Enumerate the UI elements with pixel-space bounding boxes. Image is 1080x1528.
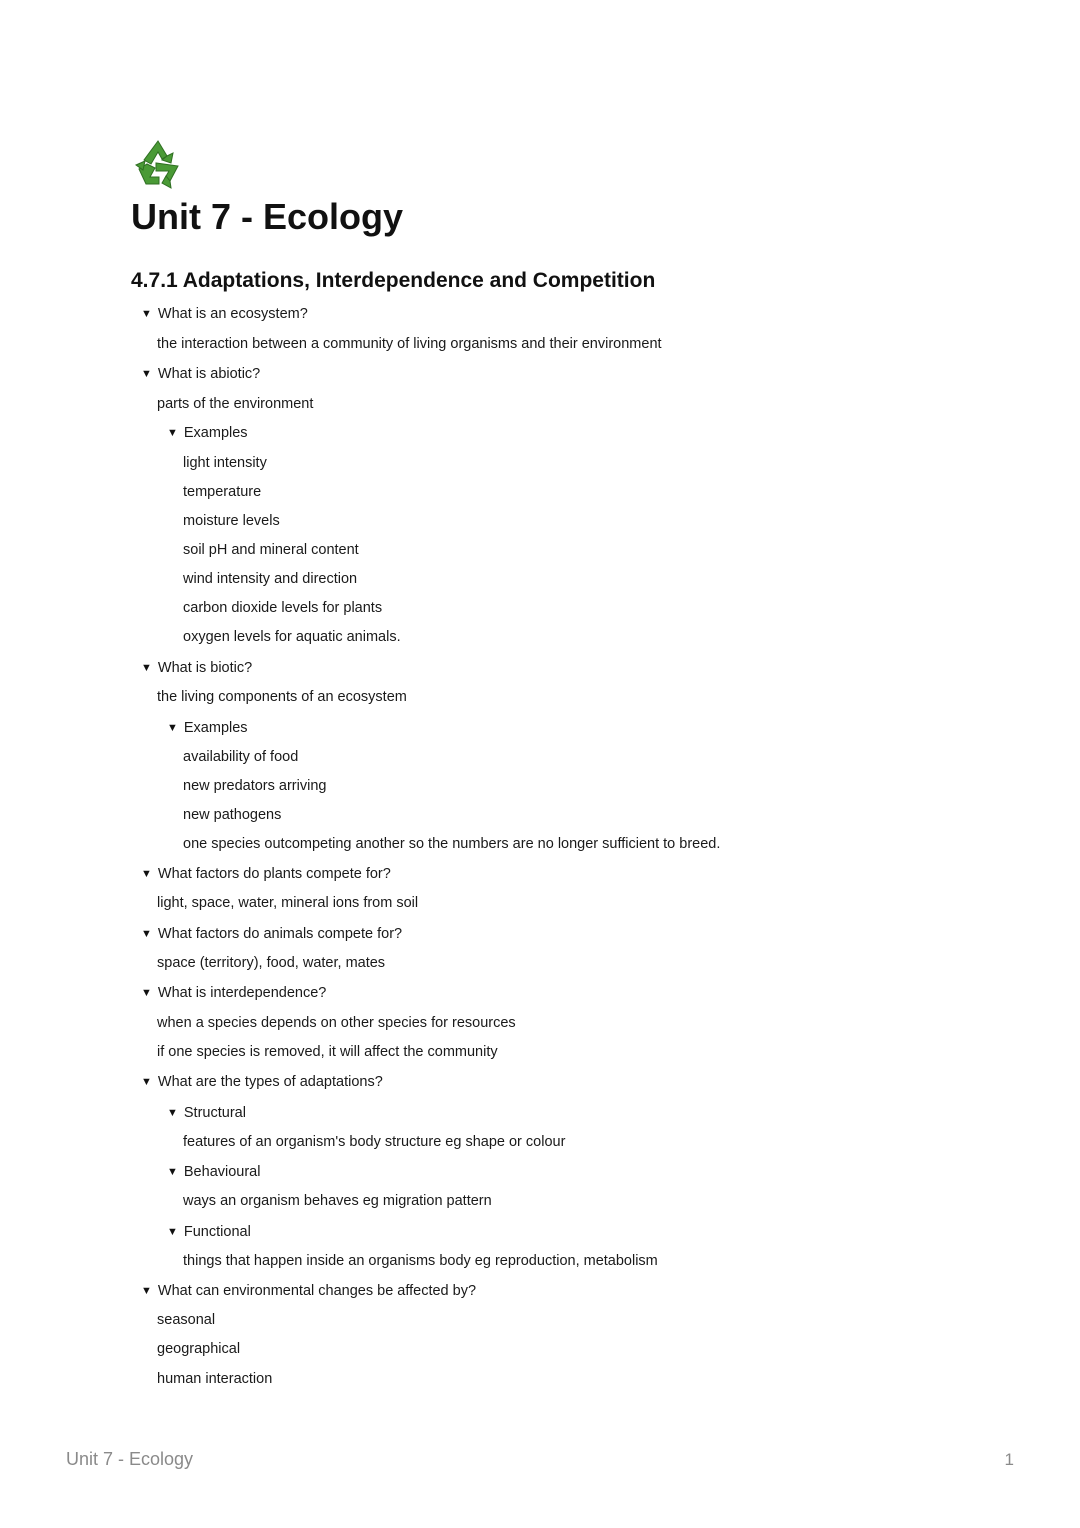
list-item: new pathogens	[183, 807, 282, 823]
toggle-triangle-icon: ▼	[141, 308, 152, 320]
toggle-label: Examples	[183, 720, 248, 736]
answer-text: features of an organism's body structure eg shape or colour	[183, 1134, 566, 1150]
toggle-triangle-icon: ▼	[141, 1285, 152, 1297]
list-item: soil pH and mineral content	[183, 542, 359, 558]
list-item: one species outcompeting another so the numbers are no longer sufficient to breed.	[183, 836, 721, 852]
list-item: oxygen levels for aquatic animals.	[183, 629, 401, 645]
toggle-biotic[interactable]	[141, 659, 252, 677]
toggle-functional[interactable]	[167, 1223, 251, 1241]
toggle-environmental-changes[interactable]	[141, 1282, 476, 1300]
toggle-ecosystem[interactable]	[141, 305, 308, 323]
toggle-label: What are the types of adaptations?	[157, 1074, 383, 1090]
answer-text: seasonal	[157, 1312, 216, 1328]
toggle-label: Examples	[183, 425, 248, 441]
toggle-label: What can environmental changes be affected by?	[157, 1283, 477, 1299]
toggle-triangle-icon: ▼	[167, 1226, 178, 1238]
answer-text: the interaction between a community of living organisms and their environment	[157, 336, 662, 352]
toggle-triangle-icon: ▼	[167, 427, 178, 439]
toggle-structural[interactable]	[167, 1104, 246, 1122]
list-item: light intensity	[183, 455, 267, 471]
answer-text: space (territory), food, water, mates	[157, 955, 386, 971]
toggle-triangle-icon: ▼	[167, 1166, 178, 1178]
toggle-behavioural[interactable]	[167, 1163, 260, 1181]
list-item: new predators arriving	[183, 778, 327, 794]
toggle-triangle-icon: ▼	[167, 722, 178, 734]
toggle-label: What is an ecosystem?	[157, 306, 308, 322]
toggle-biotic-examples[interactable]	[167, 719, 248, 737]
answer-text: parts of the environment	[157, 396, 314, 412]
toggle-label: What is interdependence?	[157, 985, 327, 1001]
toggle-label: Functional	[183, 1224, 251, 1240]
toggle-triangle-icon: ▼	[141, 368, 152, 380]
toggle-label: What is abiotic?	[157, 366, 261, 382]
toggle-label: What factors do animals compete for?	[157, 926, 403, 942]
toggle-label: What is biotic?	[157, 660, 253, 676]
toggle-adaptations[interactable]	[141, 1073, 383, 1091]
toggle-triangle-icon: ▼	[141, 868, 152, 880]
list-item: temperature	[183, 484, 262, 500]
list-item: availability of food	[183, 749, 299, 765]
list-item: moisture levels	[183, 513, 280, 529]
list-item: carbon dioxide levels for plants	[183, 600, 383, 616]
page-number: 1	[1004, 1450, 1014, 1469]
toggle-label: Behavioural	[183, 1164, 261, 1180]
answer-text: ways an organism behaves eg migration pattern	[183, 1193, 492, 1209]
toggle-interdependence[interactable]	[141, 984, 326, 1002]
toggle-triangle-icon: ▼	[167, 1107, 178, 1119]
toggle-label: What factors do plants compete for?	[157, 866, 391, 882]
answer-text: things that happen inside an organisms body eg reproduction, metabolism	[183, 1253, 658, 1269]
answer-text: if one species is removed, it will affect the community	[157, 1044, 498, 1060]
toggle-triangle-icon: ▼	[141, 928, 152, 940]
footer-title: Unit 7 - Ecology	[66, 1449, 194, 1469]
toggle-abiotic[interactable]	[141, 365, 260, 383]
recycle-icon	[131, 137, 185, 191]
answer-text: geographical	[157, 1341, 241, 1357]
toggle-triangle-icon: ▼	[141, 662, 152, 674]
answer-text: light, space, water, mineral ions from soil	[157, 895, 419, 911]
page-title: Unit 7 - Ecology	[131, 196, 404, 237]
answer-text: when a species depends on other species for resources	[157, 1015, 516, 1031]
toggle-label: Structural	[183, 1105, 246, 1121]
toggle-triangle-icon: ▼	[141, 1076, 152, 1088]
toggle-animals-compete[interactable]	[141, 925, 402, 943]
section-heading: 4.7.1 Adaptations, Interdependence and Competition	[131, 269, 656, 292]
list-item: wind intensity and direction	[183, 571, 358, 587]
answer-text: the living components of an ecosystem	[157, 689, 407, 705]
toggle-triangle-icon: ▼	[141, 987, 152, 999]
toggle-plants-compete[interactable]	[141, 865, 391, 883]
toggle-abiotic-examples[interactable]	[167, 424, 248, 442]
answer-text: human interaction	[157, 1371, 273, 1387]
